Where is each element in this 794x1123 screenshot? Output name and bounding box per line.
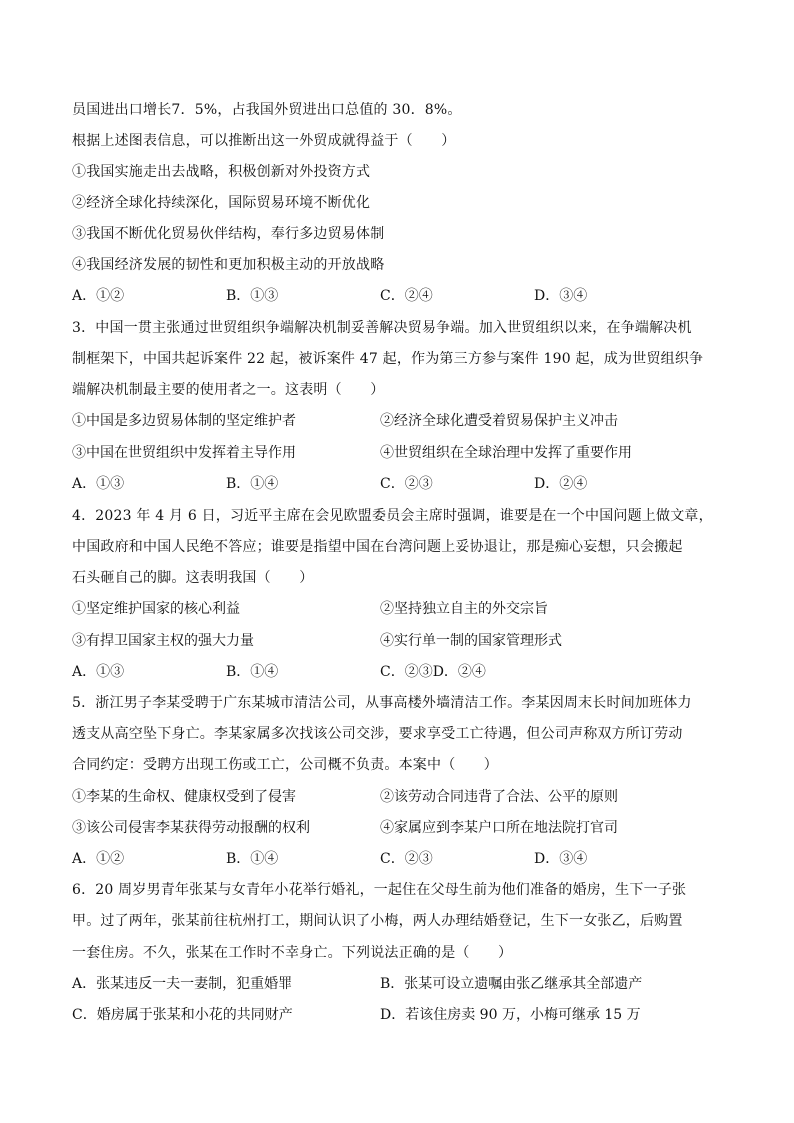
q5-stem-line-3: 合同约定：受聘方出现工伤或工亡，公司概不负责。本案中（ ） — [72, 757, 498, 773]
q5-statement-2: ②该劳动合同违背了合法、公平的原则 — [380, 789, 618, 805]
q4-stem-line-1: 4．2023 年 4 月 6 日，习近平主席在会见欧盟委员会主席时强调，谁要是在一个中国问题上做文章， — [72, 508, 713, 524]
q4-option-a: A．①③ — [72, 664, 125, 680]
q5-statement-4: ④家属应到李某户口所在地法院打官司 — [380, 820, 618, 836]
q3-option-d: D．②④ — [534, 476, 588, 492]
q4-stem-line-3: 石头砸自己的脚。这表明我国（ ） — [72, 570, 314, 586]
intro-line: 员国进出口增长7．5%，占我国外贸进出口总值的 30．8%。 — [72, 102, 462, 118]
q4-statement-4: ④实行单一制的国家管理形式 — [380, 633, 562, 649]
q6-option-c: C．婚房属于张某和小花的共同财产 — [72, 1007, 293, 1023]
q3-statement-2: ②经济全球化遭受着贸易保护主义冲击 — [380, 413, 618, 429]
q2-statement-2: ②经济全球化持续深化，国际贸易环境不断优化 — [72, 195, 371, 211]
q2-statement-3: ③我国不断优化贸易伙伴结构，奉行多边贸易体制 — [72, 226, 385, 242]
q3-option-a: A．①③ — [72, 476, 125, 492]
q2-option-a: A．①② — [72, 288, 125, 304]
q3-stem-line-1: 3．中国一贯主张通过世贸组织争端解决机制妥善解决贸易争端。加入世贸组织以来，在争端解决机 — [72, 320, 692, 336]
q4-option-b: B．①④ — [226, 664, 279, 680]
q5-option-a: A．①② — [72, 851, 125, 867]
q2-option-d: D．③④ — [534, 288, 588, 304]
q6-option-d: D．若该住房卖 90 万，小梅可继承 15 万 — [380, 1007, 641, 1023]
q4-stem-line-2: 中国政府和中国人民绝不答应；谁要是指望中国在台湾问题上妥协退让，那是痴心妄想，只会搬起 — [72, 539, 683, 555]
q2-option-b: B．①③ — [226, 288, 279, 304]
q6-stem-line-1: 6．20 周岁男青年张某与女青年小花举行婚礼，一起住在父母生前为他们准备的婚房，生下一子张 — [72, 882, 687, 898]
q6-stem-line-3: 一套住房。不久，张某在工作时不幸身亡。下列说法正确的是（ ） — [72, 945, 513, 961]
q4-statement-3: ③有捍卫国家主权的强大力量 — [72, 633, 254, 649]
q3-option-b: B．①④ — [226, 476, 279, 492]
q3-statement-1: ①中国是多边贸易体制的坚定维护者 — [72, 413, 296, 429]
q5-stem-line-1: 5．浙江男子李某受聘于广东某城市清洁公司，从事高楼外墙清洁工作。李某因周末长时间加班体力 — [72, 695, 692, 711]
q5-stem-line-2: 透支从高空坠下身亡。李某家属多次找该公司交涉，要求享受工亡待遇，但公司声称双方所订劳动 — [72, 726, 683, 742]
q6-option-a: A．张某违反一夫一妻制，犯重婚罪 — [72, 976, 293, 992]
q2-statement-4: ④我国经济发展的韧性和更加积极主动的开放战略 — [72, 257, 385, 273]
q2-option-c: C．②④ — [380, 288, 433, 304]
q4-statement-2: ②坚持独立自主的外交宗旨 — [380, 601, 548, 617]
q2-stem: 根据上述图表信息，可以推断出这一外贸成就得益于（ ） — [72, 133, 456, 149]
q6-stem-line-2: 甲。过了两年，张某前往杭州打工，期间认识了小梅，两人办理结婚登记，生下一女张乙，后购置 — [72, 913, 683, 929]
q3-stem-line-3: 端解决机制最主要的使用者之一。这表明（ ） — [72, 382, 385, 398]
q2-statement-1: ①我国实施走出去战略，积极创新对外投资方式 — [72, 164, 371, 180]
q5-statement-3: ③该公司侵害李某获得劳动报酬的权利 — [72, 820, 310, 836]
q5-option-b: B．①④ — [226, 851, 279, 867]
q5-option-d: D．③④ — [534, 851, 588, 867]
q3-statement-3: ③中国在世贸组织中发挥着主导作用 — [72, 445, 296, 461]
q4-statement-1: ①坚定维护国家的核心利益 — [72, 601, 240, 617]
q3-statement-4: ④世贸组织在全球治理中发挥了重要作用 — [380, 445, 632, 461]
q3-stem-line-2: 制框架下，中国共起诉案件 22 起，被诉案件 47 起，作为第三方参与案件 190 起，成为世贸组织争 — [72, 351, 704, 367]
q3-option-c: C．②③ — [380, 476, 433, 492]
q4-option-cd: C．②③D．②④ — [380, 664, 486, 680]
q5-option-c: C．②③ — [380, 851, 433, 867]
q6-option-b: B．张某可设立遗嘱由张乙继承其全部遗产 — [380, 976, 643, 992]
q5-statement-1: ①李某的生命权、健康权受到了侵害 — [72, 789, 296, 805]
